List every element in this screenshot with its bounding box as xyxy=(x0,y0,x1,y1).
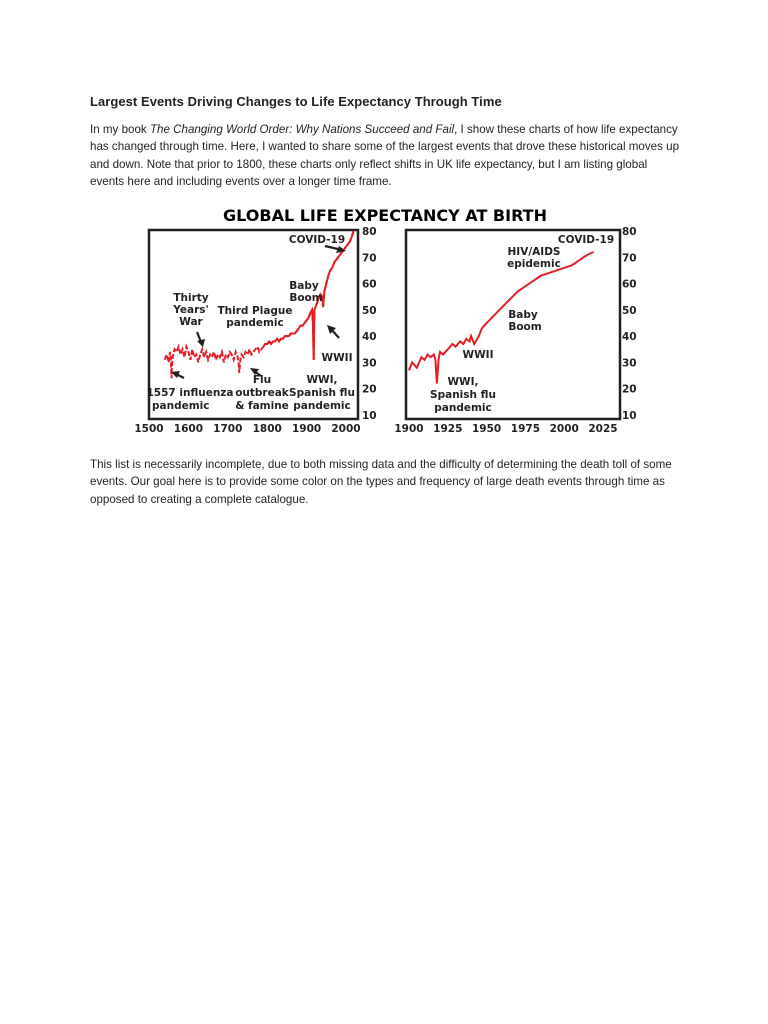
right-y-tick-label: 20 xyxy=(622,383,637,396)
right-x-tick-label: 2025 xyxy=(588,423,618,435)
left-y-tick-label: 80 xyxy=(362,226,377,238)
life-expectancy-figure xyxy=(130,200,640,438)
intro-paragraph xyxy=(90,121,680,190)
annotation-1557-flu-1: 1557 influenza xyxy=(146,387,234,399)
annotation-baby-boom-right-2: Boom xyxy=(508,321,542,333)
annotation-wwi-right-2: Spanish flu xyxy=(430,389,496,401)
right-x-tick-label: 1950 xyxy=(471,423,502,435)
left-y-tick-label: 50 xyxy=(362,304,377,317)
right-x-tick-label: 1925 xyxy=(433,423,463,435)
annotation-wwi-right-1: WWI, xyxy=(447,376,479,388)
annotation-1557-flu-2: pandemic xyxy=(152,400,210,412)
annotation-wwi-left-2: Spanish flu xyxy=(289,387,355,399)
annotation-wwi-left-3: pandemic xyxy=(293,400,351,412)
annotation-baby-boom-left-1: Baby xyxy=(289,280,319,292)
left-y-tick-label: 40 xyxy=(362,331,377,344)
annotation-wwi-left-1: WWI, xyxy=(306,374,338,386)
annotation-thirty-years-2: Years' xyxy=(173,304,209,316)
annotation-baby-boom-left-2: Boom xyxy=(289,292,323,304)
left-x-tick-label: 2000 xyxy=(331,423,361,435)
left-x-tick-label: 1600 xyxy=(173,423,204,435)
annotation-wwii-right: WWII xyxy=(462,349,494,361)
annotation-third-plague-1: Third Plague xyxy=(217,305,293,317)
left-y-tick-label: 10 xyxy=(362,410,377,422)
intro-text-after: , I show these charts of how life expectancy has changed through time. Here, I wanted to share some of the largest events that drove these historical moves up and down. Note that prior to 1800, these charts only reflect shifts in UK life expectancy, but I am listing global events here and including events over a longer time frame. xyxy=(90,123,680,188)
right-chart-series-line xyxy=(409,252,594,384)
annotation-wwi-right-3: pandemic xyxy=(434,402,492,414)
page-heading: Largest Events Driving Changes to Life Expectancy Through Time xyxy=(90,94,502,109)
life-expectancy-charts xyxy=(130,200,640,438)
right-y-tick-label: 60 xyxy=(622,278,637,291)
left-y-tick-label: 70 xyxy=(362,252,377,265)
left-x-tick-label: 1900 xyxy=(291,423,322,435)
left-x-tick-label: 1500 xyxy=(134,423,164,435)
book-title: The Changing World Order: Why Nations Succeed and Fail xyxy=(149,123,455,136)
right-y-tick-label: 10 xyxy=(622,410,637,422)
annotation-third-plague-2: pandemic xyxy=(226,317,284,329)
annotation-thirty-years-3: War xyxy=(179,316,203,328)
annotation-hiv-1: HIV/AIDS xyxy=(507,246,561,258)
right-y-tick-label: 80 xyxy=(622,226,637,238)
annotation-covid-left: COVID-19 xyxy=(288,234,346,246)
right-y-tick-label: 30 xyxy=(622,357,637,370)
right-y-tick-label: 40 xyxy=(622,331,637,344)
annotation-flu-famine-1: Flu xyxy=(252,374,272,386)
left-x-tick-label: 1700 xyxy=(213,423,243,435)
left-y-tick-label: 60 xyxy=(362,278,377,291)
right-x-tick-label: 1900 xyxy=(394,423,424,435)
annotation-flu-famine-2: outbreak xyxy=(235,387,289,399)
left-x-tick-label: 1800 xyxy=(252,423,282,435)
left-y-tick-label: 20 xyxy=(362,383,377,396)
left-y-tick-label: 30 xyxy=(362,357,377,370)
right-y-tick-label: 70 xyxy=(622,252,637,265)
closing-paragraph: This list is necessarily incomplete, due to both missing data and the difficulty of determining the death toll of some events. Our goal here is to provide some color on the types and frequency of large death events through time as opposed to creating a complete catalogue. xyxy=(90,458,672,506)
arrowhead-thirty-years xyxy=(197,339,205,347)
annotation-flu-famine-3: & famine xyxy=(235,400,289,412)
right-x-tick-label: 1975 xyxy=(510,423,541,435)
annotation-covid-right: COVID-19 xyxy=(557,234,615,246)
annotation-baby-boom-right-1: Baby xyxy=(508,309,538,321)
figure-title: GLOBAL LIFE EXPECTANCY AT BIRTH xyxy=(223,206,547,225)
annotation-hiv-2: epidemic xyxy=(507,258,561,270)
intro-text-before: In my book xyxy=(90,123,150,136)
annotation-wwii-left: WWII xyxy=(321,352,353,364)
annotation-thirty-years-1: Thirty xyxy=(173,292,209,304)
right-y-tick-label: 50 xyxy=(622,304,637,317)
right-x-tick-label: 2000 xyxy=(549,423,579,435)
